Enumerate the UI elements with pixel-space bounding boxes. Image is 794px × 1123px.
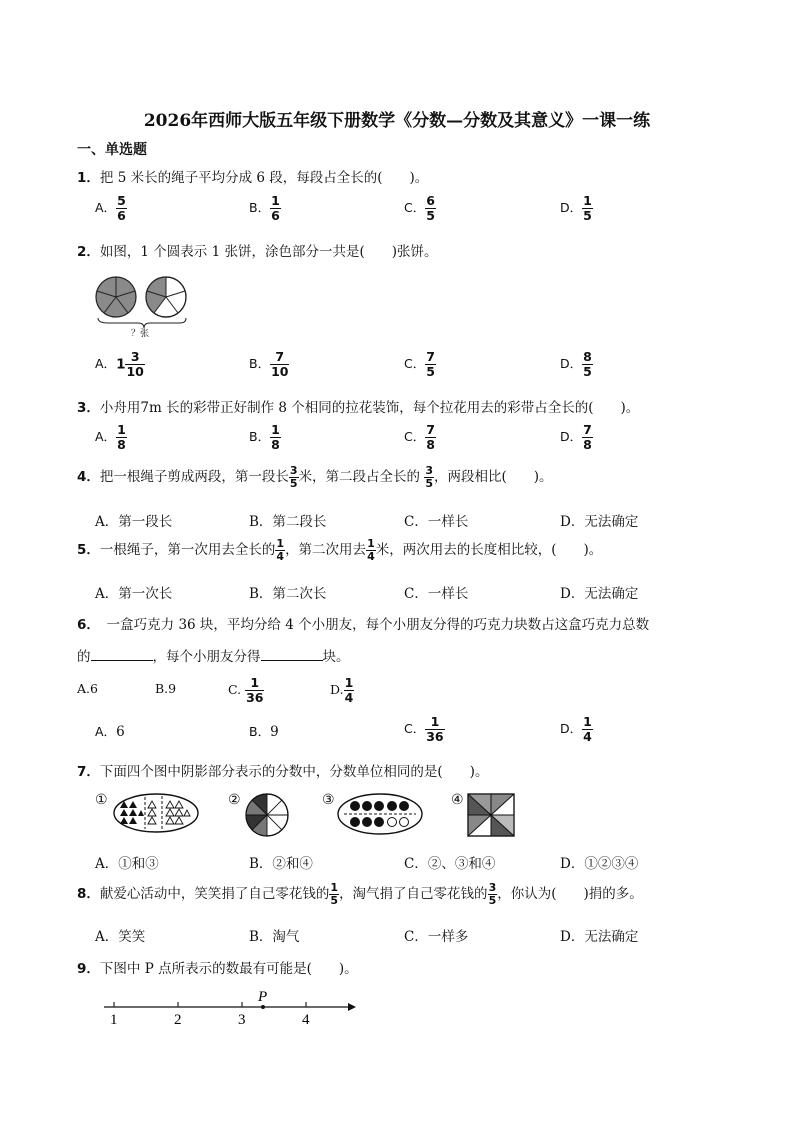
fraction: $\frac{1}{8}$	[117, 422, 126, 453]
q5-option-b[interactable]: B．第二次长	[249, 586, 327, 602]
option-label: A．	[95, 724, 117, 739]
question-9	[77, 957, 358, 977]
tick-label: 1	[110, 1012, 118, 1028]
q6-inline-option-a: A.6	[77, 681, 98, 696]
question-number: 5．	[77, 542, 100, 559]
option-label: D．	[560, 200, 583, 216]
q4-option-b[interactable]: B．第二段长	[249, 514, 327, 530]
q1-option-a[interactable]	[95, 194, 127, 223]
q4-option-a[interactable]: A．第一段长	[95, 514, 173, 530]
q6-inline-option-b: B.9	[155, 681, 177, 696]
question-1	[77, 166, 428, 186]
q8-option-c[interactable]: C．一样多	[404, 929, 469, 945]
q7-option-a[interactable]: A．①和③	[95, 856, 159, 872]
fraction: $\frac{7}{8}$	[583, 422, 592, 453]
fraction: $\frac{1}{4}$	[276, 537, 285, 564]
tick-label: 3	[238, 1012, 246, 1028]
fraction: $\frac{1}{4}$	[344, 675, 354, 706]
q3-option-a[interactable]	[95, 423, 127, 452]
fraction: $\frac{1}{5}$	[583, 193, 592, 224]
answer-blank[interactable]	[261, 646, 323, 661]
whole-number: 1	[116, 356, 126, 373]
question-text: ，你认为( )捐的多。	[497, 886, 643, 903]
question-number: 7．	[77, 764, 100, 780]
q2-option-a[interactable]	[95, 350, 145, 379]
question-7	[77, 760, 488, 780]
pie-circle-full	[96, 277, 136, 317]
question-6-line-2	[77, 645, 350, 665]
fraction: $\frac{3}{5}$	[488, 881, 497, 908]
option-label: D．	[560, 356, 583, 372]
q4-option-d[interactable]: D．无法确定	[560, 514, 639, 530]
q6-option-b[interactable]	[249, 722, 279, 740]
q5-option-a[interactable]: A．第一次长	[95, 586, 173, 602]
figure-label-3: ③	[322, 792, 335, 808]
q5-option-d[interactable]: D．无法确定	[560, 586, 639, 602]
question-text: 如图，1 个圆表示 1 张饼，涂色部分一共是( )张饼。	[99, 244, 438, 260]
option-label: C．	[404, 200, 426, 216]
question-8	[77, 882, 643, 907]
question-text: 献爱心活动中，笑笑捐了自己零花钱的	[99, 886, 330, 903]
tick-label: 4	[302, 1012, 310, 1028]
option-label: D．	[560, 721, 583, 737]
option-label: A．	[95, 200, 117, 216]
fraction: $\frac{1}{36}$	[426, 714, 444, 745]
fraction: $\frac{3}{5}$	[425, 464, 434, 491]
option-label: A．	[95, 429, 117, 445]
question-6	[77, 613, 649, 633]
question-number: 6．	[77, 617, 94, 633]
q6-option-a[interactable]	[95, 722, 125, 740]
tick-label: 2	[174, 1012, 182, 1028]
question-3	[77, 396, 639, 416]
question-text: 下面四个图中阴影部分表示的分数中，分数单位相同的是( )。	[99, 764, 489, 780]
question-text: 米，第二段占全长的	[298, 469, 421, 486]
question-text: 米，两次用去的长度相比较，( )。	[375, 542, 603, 559]
sector-circle-figure	[244, 792, 290, 838]
q6-inline-option-c	[228, 676, 264, 705]
fraction: $\frac{1}{36}$	[246, 675, 264, 706]
q1-option-b[interactable]	[249, 194, 281, 223]
question-2	[77, 240, 438, 260]
q6-option-d[interactable]	[560, 715, 593, 744]
q6-option-c[interactable]	[404, 715, 445, 744]
question-text: ，每个小朋友分得	[152, 649, 261, 665]
question-text: 把 5 米长的绳子平均分成 6 段，每段占全长的( )。	[99, 170, 429, 186]
q4-option-c[interactable]: C．一样长	[404, 514, 469, 530]
fraction: $\frac{8}{5}$	[583, 349, 592, 380]
q5-option-c[interactable]: C．一样长	[404, 586, 469, 602]
q7-option-d[interactable]: D．①②③④	[560, 856, 639, 872]
number-line	[100, 985, 360, 1029]
square-triangles-figure	[466, 792, 516, 838]
q8-option-a[interactable]: A．笑笑	[95, 929, 146, 945]
question-text: 下图中 P 点所表示的数最有可能是( )。	[99, 961, 358, 977]
question-text: 把一根绳子剪成两段，第一段长	[99, 469, 289, 486]
fraction: $\frac{3}{5}$	[289, 464, 298, 491]
page-title: 2026年西师大版五年级下册数学《分数—分数及其意义》一课一练	[143, 111, 651, 131]
q2-option-d[interactable]	[560, 350, 593, 379]
question-text: 一盒巧克力 36 块，平均分给 4 个小朋友，每个小朋友分得的巧克力块数占这盒巧克力总数	[93, 617, 650, 633]
question-text: ，第二次用去	[285, 542, 367, 559]
q6-inline-option-d	[330, 676, 354, 705]
option-label: D．	[560, 429, 583, 445]
point-p-label: P	[258, 989, 268, 1005]
q8-option-d[interactable]: D．无法确定	[560, 929, 639, 945]
option-label: D.	[330, 682, 344, 698]
section-heading: 一、单选题	[77, 142, 147, 158]
fraction: $\frac{7}{8}$	[426, 422, 435, 453]
triangles-oval-figure	[112, 792, 200, 834]
q3-option-d[interactable]	[560, 423, 593, 452]
figure-label-1: ①	[95, 792, 108, 808]
q3-option-b[interactable]	[249, 423, 281, 452]
fraction: $\frac{7}{10}$	[271, 349, 289, 380]
q2-option-b[interactable]	[249, 350, 289, 379]
figure-label-2: ②	[228, 792, 241, 808]
fraction: $\frac{3}{10}$	[126, 349, 144, 380]
question-text: ，两段相比( )。	[434, 469, 553, 486]
figure-label-4: ④	[451, 792, 464, 808]
q3-option-c[interactable]	[404, 423, 436, 452]
option-label: C．	[404, 429, 426, 445]
option-label: A．	[95, 356, 117, 372]
question-number: 9．	[77, 961, 100, 977]
dots-oval-figure	[336, 792, 424, 836]
pie-circle-partial	[146, 277, 186, 317]
fraction: $\frac{5}{6}$	[117, 193, 126, 224]
question-number: 1．	[77, 170, 100, 186]
option-label: C.	[228, 682, 242, 698]
q2-option-c[interactable]	[404, 350, 436, 379]
question-number: 8．	[77, 886, 100, 903]
option-label: B．	[249, 724, 271, 739]
fraction: $\frac{1}{4}$	[367, 537, 375, 564]
fraction: $\frac{1}{8}$	[271, 422, 280, 453]
fraction: $\frac{1}{6}$	[271, 193, 280, 224]
fraction: $\frac{7}{5}$	[426, 349, 435, 380]
fraction: $\frac{6}{5}$	[426, 193, 435, 224]
option-label: B．	[249, 200, 271, 216]
option-label: C．	[404, 721, 426, 737]
question-text: 一根绳子，第一次用去全长的	[99, 542, 276, 559]
figure-label: ？张	[131, 329, 150, 339]
option-label: C．	[404, 356, 426, 372]
question-number: 4．	[77, 469, 100, 486]
question-number: 2．	[77, 244, 100, 260]
option-value: 9	[270, 724, 279, 740]
option-label: B．	[249, 429, 271, 445]
question-5	[77, 538, 602, 563]
option-label: B．	[249, 356, 271, 372]
question-text: 小舟用7m 长的彩带正好制作 8 个相同的拉花装饰，每个拉花用去的彩带占全长的( )。	[99, 400, 640, 416]
q8-option-b[interactable]: B．淘气	[249, 929, 300, 945]
point-p	[261, 1005, 265, 1009]
question-text: 的	[77, 649, 91, 665]
option-value: 6	[116, 724, 125, 740]
fraction: $\frac{1}{4}$	[583, 714, 592, 745]
question-text: 块。	[322, 649, 350, 665]
answer-blank[interactable]	[91, 646, 153, 661]
question-number: 3．	[77, 400, 100, 416]
q1-option-d[interactable]	[560, 194, 593, 223]
q1-option-c[interactable]	[404, 194, 436, 223]
fraction: $\frac{1}{5}$	[330, 881, 339, 908]
q7-option-c[interactable]: C．②、③和④	[404, 856, 496, 872]
question-4	[77, 465, 553, 490]
question-text: ，淘气捐了自己零花钱的	[339, 886, 488, 903]
q7-option-b[interactable]: B．②和④	[249, 856, 313, 872]
